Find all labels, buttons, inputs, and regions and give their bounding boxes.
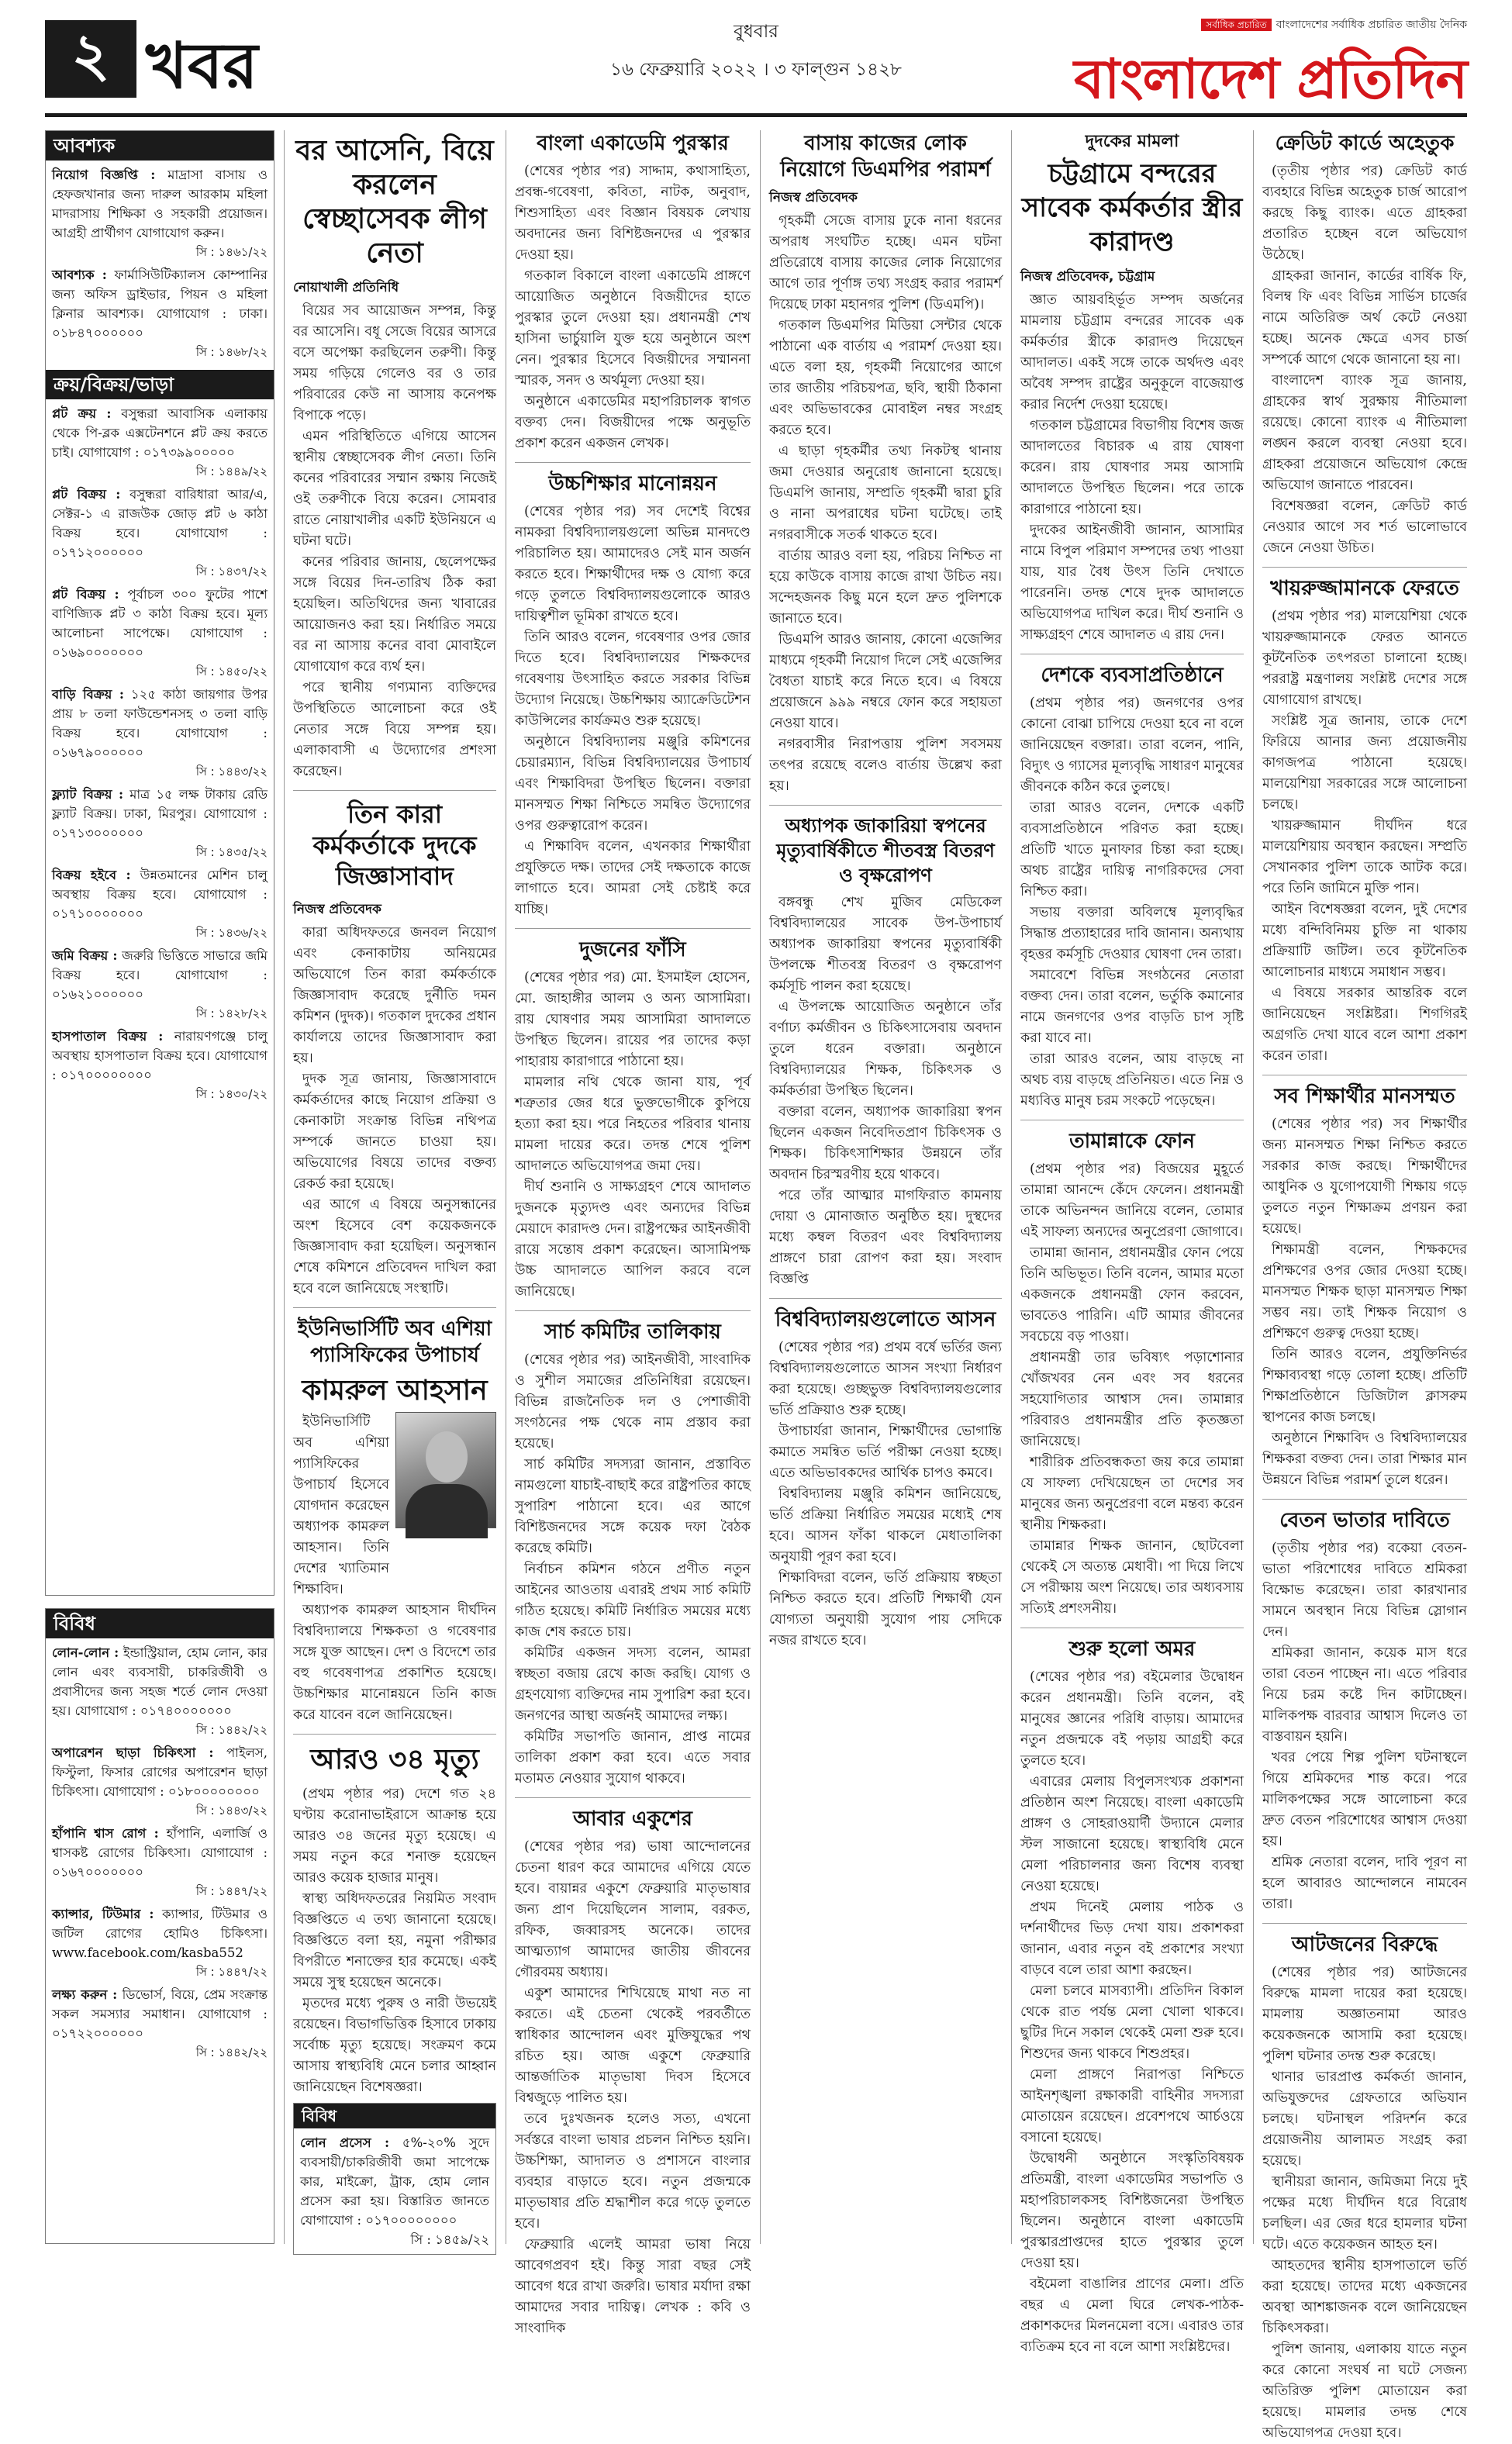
headline-death-anniversary: অধ্যাপক জাকারিয়া স্বপনের মৃত্যুবার্ষিকীতে শীতবস্ত্র বিতরণ ও বৃক্ষরোপণ: [776, 814, 995, 886]
paragraph: এ উপলক্ষে আয়োজিত অনুষ্ঠানে তাঁর বর্ণাঢ্য কর্মজীবন ও চিকিৎসাসেবায় অবদান তুলে ধরেন বক্তারা। অনুষ্ঠানে বিশ্ববিদ্যালয়ের শিক্ষক, চিকিৎসক ও কর্মকর্তারা উপস্থিত ছিলেন।: [769, 999, 1002, 1099]
byline: নিজস্ব প্রতিবেদক: [769, 190, 858, 205]
headline-bride-groom: বর আসেনি, বিয়ে করলেন স্বেচ্ছাসেবক লীগ নেতা: [295, 134, 494, 269]
classified-item: [52, 1824, 268, 1901]
paragraph: তারা আরও বলেন, দেশকে একটি ব্যবসাপ্রতিষ্ঠানে পরিণত করা হচ্ছে। প্রতিটি খাতে মুনাফার চিন্তা করা হচ্ছে। অথচ রাষ্ট্রের দায়িত্ব নাগরিকদের সেবা নিশ্চিত করা।: [1020, 800, 1244, 899]
paragraph: গতকাল ডিএমপির মিডিয়া সেন্টার থেকে পাঠানো এক বার্তায় এ পরামর্শ দেওয়া হয়। এতে বলা হয়, গৃহকর্মী নিয়োগের আগে তার জাতীয় পরিচয়পত্র, ছবি, স্থায়ী ঠিকানা এবং অভিভাবকের মোবাইল নম্বর সংগ্রহ করতে হবে।: [769, 318, 1002, 438]
classified-lead: বাড়ি বিক্রয় :: [52, 687, 124, 702]
paragraph: (শেষের পৃষ্ঠার পর) সব শিক্ষার্থীর জন্য মানসম্মত শিক্ষা নিশ্চিত করতে সরকার কাজ করছে। শিক্ষার্থীদের আধুনিক ও যুগোপযোগী শিক্ষায় গড়ে তুলতে নতুন শিক্ষাক্রম প্রণয়ন করা হয়েছে।: [1262, 1117, 1467, 1237]
classified-text: জরুরি ভিত্তিতে সাভারে জমি বিক্রয় হবে। যোগাযোগ : ০১৬২১০০০০০০: [52, 948, 268, 1002]
headline-credit-card: ক্রেডিট কার্ডে অহেতুক: [1275, 132, 1455, 155]
issue-date: ১৬ ফেব্রুয়ারি ২০২২ । ৩ ফাল্গুন ১৪২৮: [610, 60, 902, 80]
divider: [293, 1307, 496, 1308]
paragraph: গ্রাহকরা জানান, কার্ডের বার্ষিক ফি, বিলম্ব ফি এবং বিভিন্ন সার্ভিস চার্জের নামে অতিরিক্ত অর্থ কেটে নেওয়া হচ্ছে। অনেক ক্ষেত্রে এসব চার্জ সম্পর্কে আগে থেকে জানানো হয় না।: [1262, 268, 1467, 368]
paragraph: নগরবাসীর নিরাপত্তায় পুলিশ সবসময় তৎপর রয়েছে বলেও বার্তায় উল্লেখ করা হয়।: [769, 737, 1002, 794]
column-5: [1020, 130, 1244, 2355]
article-body: [293, 1600, 496, 1726]
headline-university-seats: বিশ্ববিদ্যালয়গুলোতে আসন: [775, 1308, 996, 1331]
logo-wordmark: বাংলাদেশ প্রতিদিন: [1074, 47, 1467, 111]
lead-headline: চট্টগ্রামে বন্দরের সাবেক কর্মকর্তার স্ত্রীর কারাদণ্ড: [1021, 158, 1243, 257]
classified-ref: সি : ১৪৫০/২২: [195, 665, 268, 678]
misc-ad-body: [294, 2128, 495, 2254]
paragraph: খবর পেয়ে শিল্প পুলিশ ঘটনাস্থলে গিয়ে শ্রমিকদের শান্ত করে। পরে মালিকপক্ষের সঙ্গে আলোচনা করে দ্রুত বেতন পরিশোধের আশ্বাস দেওয়া হয়।: [1262, 1750, 1467, 1849]
paragraph: বাংলাদেশ ব্যাংক সূত্র জানায়, গ্রাহকের স্বার্থ সুরক্ষায় নীতিমালা রয়েছে। কোনো ব্যাংক এ নীতিমালা লঙ্ঘন করলে ব্যবস্থা নেওয়া হবে। গ্রাহকরা প্রয়োজনে অভিযোগ কেন্দ্রে অভিযোগ জানাতে পারবেন।: [1262, 373, 1467, 493]
sale-heading: ক্রয়/বিক্রয়/ভাড়া: [46, 370, 274, 399]
paragraph: অনুষ্ঠানে বিশ্ববিদ্যালয় মঞ্জুরি কমিশনের চেয়ারম্যান, বিভিন্ন বিশ্ববিদ্যালয়ের উপাচার্য এবং শিক্ষাবিদরা উপস্থিত ছিলেন। বক্তারা মানসম্মত শিক্ষা নিশ্চিতে সমন্বিত উদ্যোগের ওপর গুরুত্বারোপ করেন।: [515, 734, 751, 834]
classifieds-box: [45, 130, 274, 1596]
column-3: [515, 130, 751, 2336]
headline-return: খায়রুজ্জামানকে ফেরতে: [1270, 577, 1459, 600]
paragraph: বিশেষজ্ঞরা বলেন, ক্রেডিট কার্ড নেওয়ার আগে সব শর্ত ভালোভাবে জেনে নেওয়া উচিত।: [1262, 499, 1467, 556]
classified-lead: প্লট বিক্রয় :: [52, 587, 119, 602]
classified-lead: প্লট ক্রয় :: [52, 406, 112, 421]
paragraph: অধ্যাপক কামরুল আহসান দীর্ঘদিন বিশ্ববিদ্যালয়ে শিক্ষকতা ও গবেষণার সঙ্গে যুক্ত আছেন। দেশ ও বিদেশে তার বহু গবেষণাপত্র প্রকাশিত হয়েছে। উচ্চশিক্ষার মানোন্নয়নে তিনি কাজ করে যাবেন বলে জানিয়েছেন।: [293, 1603, 496, 1723]
classified-text: পাইলস, ফিস্টুলা, ফিসার রোগের অপারেশন ছাড়া চিকিৎসা। যোগাযোগ : ০১৮০০০০০০০০: [52, 1745, 268, 1799]
classified-item: [52, 946, 268, 1024]
classified-ref: সি : ১৪৪৩/২২: [195, 765, 268, 778]
paragraph: এ ছাড়া গৃহকর্মীর তথ্য নিকটস্থ থানায় জমা দেওয়ার অনুরোধ জানানো হয়েছে। ডিএমপি জানায়, সম্প্রতি গৃহকর্মী দ্বারা চুরি ও নানা অপরাধের ঘটনা ঘটেছে। তাই নগরবাসীকে সতর্ক থাকতে হবে।: [769, 444, 1002, 543]
misc-ad-heading: বিবিধ: [294, 2104, 495, 2128]
classified-ref: সি : ১৪৩০/২২: [195, 1087, 268, 1101]
classified-lead: প্লট বিক্রয় :: [52, 487, 121, 502]
article-body: [1020, 1667, 1244, 2358]
paragraph: দীর্ঘ শুনানি ও সাক্ষ্যগ্রহণ শেষে আদালত দুজনকে মৃত্যুদণ্ড এবং অন্যদের বিভিন্ন মেয়াদে কারাদণ্ড দেন। রাষ্ট্রপক্ষের আইনজীবী রায়ে সন্তোষ প্রকাশ করেছেন। আসামিপক্ষ উচ্চ আদালতে আপিল করবে বলে জানিয়েছে।: [515, 1179, 751, 1300]
paragraph: স্বাস্থ্য অধিদফতরের নিয়মিত সংবাদ বিজ্ঞপ্তিতে এ তথ্য জানানো হয়েছে। বিজ্ঞপ্তিতে বলা হয়, নমুনা পরীক্ষার বিপরীতে শনাক্তের হার কমেছে। একই সময়ে সুস্থ হয়েছেন অনেকে।: [293, 1891, 496, 1990]
article-body: [515, 502, 751, 920]
classified-text: মাদ্রাসা বাসায় ও হেফজখানার জন্য দারুল আরকাম মহিলা মাদরাসায় শিক্ষিকা ও সহকারী প্রয়োজন। আগ্রহী প্রার্থীগণ যোগাযোগ করুন।: [52, 167, 268, 240]
paragraph: গতকাল চট্টগ্রামের বিভাগীয় বিশেষ জজ আদালতের বিচারক এ রায় ঘোষণা করেন। রায় ঘোষণার সময় আসামি আদালতে উপস্থিত ছিলেন। পরে তাকে কারাগারে পাঠানো হয়।: [1020, 418, 1244, 517]
divider: [515, 1310, 751, 1311]
paragraph: বইমেলা বাঙালির প্রাণের মেলা। প্রতি বছর এ মেলা ঘিরে লেখক-পাঠক-প্রকাশকদের মিলনমেলা বসে। এবারও তার ব্যতিক্রম হবে না বলে আশা সংশ্লিষ্টদের।: [1020, 2277, 1244, 2355]
divider: [769, 805, 1002, 806]
paragraph: তামান্না জানান, প্রধানমন্ত্রীর ফোন পেয়ে তিনি অভিভূত। তিনি বলেন, আমার মতো একজনকে প্রধানমন্ত্রী ফোন করবেন, ভাবতেও পারিনি। এটি আমার জীবনের সবচেয়ে বড় পাওয়া।: [1020, 1245, 1244, 1345]
article-body: [515, 1837, 751, 2339]
paragraph: ডিএমপি আরও জানায়, কোনো এজেন্সির মাধ্যমে গৃহকর্মী নিয়োগ দিলে সেই এজেন্সির বৈধতা যাচাই করে নিতে হবে। এ বিষয়ে প্রয়োজনে ৯৯৯ নম্বরে ফোন করে সহায়তা নেওয়া যাবে।: [769, 632, 1002, 731]
divider: [1262, 1499, 1467, 1500]
issue-day: বুধবার: [734, 22, 778, 42]
classified-ref: সি : ১৪৪৭/২২: [195, 1965, 268, 1979]
classified-lead: হাসপাতাল বিক্রয় :: [52, 1029, 164, 1044]
classified-ref: সি : ১৪৪৩/২২: [195, 1804, 268, 1817]
divider: [1262, 567, 1467, 568]
sale-body: [46, 399, 274, 1112]
misc-ad-text: ৫%-২০% সুদে ব্যবসায়ী/চাকরিজীবী জমা সাপেক্ষে কার, মাইক্রো, ট্রাক, হোম লোন প্রসেস করা হয়। বিস্তারিত জানতে যোগাযোগ : ০১৭০০০০০০০০: [300, 2135, 489, 2228]
paragraph: বিয়ের সব আয়োজন সম্পন্ন, কিন্তু বর আসেনি। বধূ সেজে বিয়ের আসরে বসে অপেক্ষা করছিলেন তরুণী। কিন্তু সময় গড়িয়ে গেলেও বর ও তার পরিবারের কেউ না আসায় কনেপক্ষ বিপাকে পড়ে।: [293, 303, 496, 423]
paragraph: (শেষের পৃষ্ঠার পর) প্রথম বর্ষে ভর্তির জন্য বিশ্ববিদ্যালয়গুলোতে আসন সংখ্যা নির্ধারণ করা হয়েছে। গুচ্ছভুক্ত বিশ্ববিদ্যালয়গুলোর ভর্তি প্রক্রিয়াও শুরু হচ্ছে।: [769, 1340, 1002, 1418]
paragraph: প্রধানমন্ত্রী তার ভবিষ্যৎ পড়াশোনার খোঁজখবর নেন এবং সব ধরনের সহযোগিতার আশ্বাস দেন। তামান্নার পরিবারও প্রধানমন্ত্রীর প্রতি কৃতজ্ঞতা জানিয়েছে।: [1020, 1350, 1244, 1449]
paragraph: অনুষ্ঠানে একাডেমির মহাপরিচালক স্বাগত বক্তব্য দেন। বিজয়ীদের পক্ষে অনুভূতি প্রকাশ করেন একজন লেখক।: [515, 394, 751, 451]
logo-tag-box: সর্বাধিক প্রচারিত: [1201, 19, 1271, 31]
classified-lead: হাঁপানি শ্বাস রোগ :: [52, 1826, 159, 1841]
misc-box: [45, 1608, 274, 2244]
paragraph: তবে দুঃখজনক হলেও সত্য, এখনো সর্বস্তরে বাংলা ভাষার প্রচলন নিশ্চিত হয়নি। উচ্চশিক্ষা, আদালত ও প্রশাসনে বাংলার ব্যবহার বাড়াতে হবে। নতুন প্রজন্মকে মাতৃভাষার প্রতি শ্রদ্ধাশীল করে গড়ে তুলতে হবে।: [515, 2111, 751, 2232]
paragraph: এমন পরিস্থিতিতে এগিয়ে আসেন স্থানীয় স্বেচ্ছাসেবক লীগ নেতা। তিনি কনের পরিবারের সম্মান রক্ষায় নিজেই ওই তরুণীকে বিয়ে করেন। সোমবার রাতে নোয়াখালীর একটি ইউনিয়নে এ ঘটনা ঘটে।: [293, 429, 496, 549]
paragraph: (প্রথম পৃষ্ঠার পর) মালয়েশিয়া থেকে খায়রুজ্জামানকে ফেরত আনতে কূটনৈতিক তৎপরতা চালানো হচ্ছে। পররাষ্ট্র মন্ত্রণালয় সংশ্লিষ্ট দেশের সঙ্গে যোগাযোগ রাখছে।: [1262, 609, 1467, 708]
article-body: [515, 161, 751, 454]
classified-lead: লোন-লোন :: [52, 1645, 119, 1660]
divider: [515, 928, 751, 929]
paragraph: এর আগে এ বিষয়ে অনুসন্ধানের অংশ হিসেবে বেশ কয়েকজনকে জিজ্ঞাসাবাদ করা হয়েছিল। অনুসন্ধান শেষে কমিশনে প্রতিবেদন দাখিল করা হবে বলে জানিয়েছে সংস্থাটি।: [293, 1197, 496, 1296]
logo-tag-text: বাংলাদেশের সর্বাধিক প্রচারিত জাতীয় দৈনিক: [1276, 19, 1467, 31]
paragraph: তামান্নার শিক্ষক জানান, ছোটবেলা থেকেই সে অত্যন্ত মেধাবী। পা দিয়ে লিখে সে পরীক্ষায় অংশ নিয়েছে। তার অধ্যবসায় সত্যিই প্রশংসনীয়।: [1020, 1538, 1244, 1617]
classified-ref: সি : ১৪৩৫/২২: [195, 845, 268, 859]
classified-item: [52, 485, 268, 582]
classified-text: উন্নতমানের মেশিন চালু অবস্থায় বিক্রয় হবে। যোগাযোগ : ০১৭১০০০০০০০: [52, 868, 268, 921]
paragraph: ফেব্রুয়ারি এলেই আমরা ভাষা নিয়ে আবেগপ্রবণ হই। কিন্তু সারা বছর সেই আবেগ ধরে রাখা জরুরি। ভাষার মর্যাদা রক্ষা আমাদের সবার দায়িত্ব। লেখক : কবি ও সাংবাদিক: [515, 2237, 751, 2336]
article-body: [293, 1412, 389, 1600]
paragraph: বক্তারা বলেন, অধ্যাপক জাকারিয়া স্বপন ছিলেন একজন নিবেদিতপ্রাণ চিকিৎসক ও শিক্ষক। চিকিৎসাশিক্ষার উন্নয়নে তাঁর অবদান চিরস্মরণীয় হয়ে থাকবে।: [769, 1104, 1002, 1182]
classified-item: [52, 1027, 268, 1104]
paragraph: মেলা প্রাঙ্গণে নিরাপত্তা নিশ্চিতে আইনশৃঙ্খলা রক্ষাকারী বাহিনীর সদস্যরা মোতায়েন রয়েছেন। প্রবেশপথে আর্চওয়ে বসানো হয়েছে।: [1020, 2067, 1244, 2145]
headline-prison-officials: তিন কারা কর্মকর্তাকে দুদকে জিজ্ঞাসাবাদ: [312, 799, 477, 891]
paragraph: কারা অধিদফতরে জনবল নিয়োগ এবং কেনাকাটায় অনিয়মের অভিযোগে তিন কারা কর্মকর্তাকে জিজ্ঞাসাবাদ করেছে দুর্নীতি দমন কমিশন (দুদক)। গতকাল দুদকের প্রধান কার্যালয়ে তাদের জিজ্ঞাসাবাদ করা হয়।: [293, 925, 496, 1066]
article-body: [1020, 693, 1244, 1112]
paragraph: (শেষের পৃষ্ঠার পর) মো. ইসমাইল হোসেন, মো. জাহাঙ্গীর আলম ও অন্য আসামিরা। রায় ঘোষণার সময় আসামিরা আদালতে উপস্থিত ছিলেন। রায়ের পর তাদের কড়া পাহারায় কারাগারে পাঠানো হয়।: [515, 970, 751, 1069]
paragraph: খায়রুজ্জামান দীর্ঘদিন ধরে মালয়েশিয়ায় অবস্থান করছেন। সম্প্রতি সেখানকার পুলিশ তাকে আটক করে। পরে তিনি জামিনে মুক্তি পান।: [1262, 818, 1467, 896]
paragraph: পরে স্থানীয় গণ্যমান্য ব্যক্তিদের উপস্থিতিতে আলোচনা করে ওই নেতার সঙ্গে বিয়ে সম্পন্ন হয়। এলাকাবাসী এ উদ্যোগের প্রশংসা করেছেন।: [293, 680, 496, 779]
paragraph: পরে তাঁর আত্মার মাগফিরাত কামনায় দোয়া ও মোনাজাত অনুষ্ঠিত হয়। দুস্থদের মধ্যে কম্বল বিতরণ এবং বিশ্ববিদ্যালয় প্রাঙ্গণে চারা রোপণ করা হয়। সংবাদ বিজ্ঞপ্তি: [769, 1188, 1002, 1287]
headline-search-committee: সার্চ কমিটির তালিকায়: [544, 1320, 721, 1344]
headline-vc-appointment: ইউনিভার্সিটি অব এশিয়া প্যাসিফিকের উপাচার্য: [297, 1317, 492, 1367]
paragraph: কমিটির একজন সদস্য বলেন, আমরা স্বচ্ছতা বজায় রেখে কাজ করছি। যোগ্য ও গ্রহণযোগ্য ব্যক্তিদের নাম সুপারিশ করা হবে। জনগণের আস্থা অর্জনই আমাদের লক্ষ্য।: [515, 1645, 751, 1724]
classified-item: [52, 785, 268, 862]
classified-item: [52, 1643, 268, 1740]
headline-death-sentence: দুজনের ফাঁসি: [579, 938, 686, 961]
classified-item: [52, 165, 268, 262]
paragraph: গৃহকর্মী সেজে বাসায় ঢুকে নানা ধরনের অপরাধ সংঘটিত হচ্ছে। এমন ঘটনা প্রতিরোধে বাসায় কাজের লোক নিয়োগের আগে তার পূর্ণাঙ্গ তথ্য সংগ্রহ করার পরামর্শ দিয়েছে ঢাকা মহানগর পুলিশ (ডিএমপি)।: [769, 213, 1002, 312]
column-divider: [760, 130, 761, 2244]
classified-item: [52, 865, 268, 943]
classified-ref: সি : ১৪৪৭/২২: [195, 1884, 268, 1898]
classified-lead: জমি বিক্রয় :: [52, 948, 118, 963]
byline: নোয়াখালী প্রতিনিধি: [293, 280, 399, 295]
headline-dmp-advice: বাসায় কাজের লোক নিয়োগে ডিএমপির পরামর্শ: [780, 132, 991, 181]
paragraph: (প্রথম পৃষ্ঠার পর) বিজয়ের মুহূর্তে তামান্না আনন্দে কেঁদে ফেলেন। প্রধানমন্ত্রী তাকে অভিনন্দন জানিয়ে বলেন, তোমার এই সাফল্য অন্যদের অনুপ্রেরণা জোগাবে।: [1020, 1162, 1244, 1240]
vc-block: [293, 1412, 496, 1600]
paragraph: সভায় বক্তারা অবিলম্বে মূল্যবৃদ্ধির সিদ্ধান্ত প্রত্যাহারের দাবি জানান। অন্যথায় বৃহত্তর কর্মসূচি দেওয়ার ঘোষণা দেন তারা।: [1020, 905, 1244, 962]
misc-ad-ref: সি : ১৪৫৯/২২: [410, 2232, 489, 2247]
paragraph: জ্ঞাত আয়বহির্ভূত সম্পদ অর্জনের মামলায় চট্টগ্রাম বন্দরের সাবেক এক কর্মকর্তার স্ত্রীকে কারাদণ্ড দিয়েছেন আদালত। একই সঙ্গে তাকে অর্থদণ্ড এবং অবৈধ সম্পদ রাষ্ট্রের অনুকূলে বাজেয়াপ্ত করার নির্দেশ দেওয়া হয়েছে।: [1020, 292, 1244, 413]
divider: [293, 1734, 496, 1735]
article-body: [293, 301, 496, 782]
classified-text: ইন্ডাস্ট্রিয়াল, হোম লোন, কার লোন এবং ব্যবসায়ী, চাকরিজীবী ও প্রবাসীদের জন্য সহজ শর্তে লোন দেওয়া হয়। যোগাযোগ : ০১৭৪০০০০০০০: [52, 1645, 268, 1718]
headline-quality-education: সব শিক্ষার্থীর মানসম্মত: [1274, 1085, 1455, 1108]
portrait-suit: [406, 1484, 488, 1538]
headline-business-country: দেশকে ব্যবসাপ্রতিষ্ঠানে: [1041, 664, 1224, 687]
paragraph: সংশ্লিষ্ট সূত্র জানায়, তাকে দেশে ফিরিয়ে আনার জন্য প্রয়োজনীয় কাগজপত্র পাঠানো হয়েছে। মালয়েশিয়া সরকারের সঙ্গে আলোচনা চলছে।: [1262, 713, 1467, 813]
article-body: [769, 892, 1002, 1290]
classified-text: ফার্মাসিউটিক্যালস কোম্পানির জন্য অফিস ড্রাইভার, পিয়ন ও মহিলা ক্লিনার আবশ্যক। যোগাযোগ : ঢাকা। ০১৮৪৭০০০০০০: [52, 268, 268, 340]
classified-body: [46, 161, 274, 370]
headline-ekushey: আবার একুশের: [573, 1807, 692, 1831]
paragraph: (শেষের পৃষ্ঠার পর) সব দেশেই বিশ্বের নামকরা বিশ্ববিদ্যালয়গুলো অভিন্ন মানদণ্ডে পরিচালিত হয়। আমাদেরও সেই মান অর্জন করতে হবে। শিক্ষার্থীদের দক্ষ ও যোগ্য করে গড়ে তুলতে বিশ্ববিদ্যালয়গুলোকে আরও দায়িত্বশীল ভূমিকা রাখতে হবে।: [515, 504, 751, 624]
classified-text: বসুন্ধরা বারিধারা আর/এ, সেক্টর-১ এ রাজউক জোড় প্লট ৬ কাঠা বিক্রয় হবে। যোগাযোগ : ০১৭১২০০০০০০: [52, 487, 268, 560]
paragraph: কমিটির সভাপতি জানান, প্রাপ্ত নামের তালিকা প্রকাশ করা হবে। এতে সবার মতামত নেওয়ার সুযোগ থাকবে।: [515, 1729, 751, 1786]
headline-covid-deaths: আরও ৩৪ মৃত্যু: [310, 1743, 479, 1776]
headline-tamanna-call: তামান্নাকে ফোন: [1069, 1130, 1195, 1153]
paragraph: বিশ্ববিদ্যালয় মঞ্জুরি কমিশন জানিয়েছে, ভর্তি প্রক্রিয়া নির্ধারিত সময়ের মধ্যেই শেষ হবে। আসন ফাঁকা থাকলে মেধাতালিকা অনুযায়ী পূরণ করা হবে।: [769, 1486, 1002, 1565]
classified-ref: সি : ১৪২৮/২২: [195, 1006, 268, 1020]
paragraph: এ বিষয়ে সরকার আন্তরিক বলে জানিয়েছেন সংশ্লিষ্টরা। শিগগিরই অগ্রগতি দেখা যাবে বলে আশা প্রকাশ করেন তারা।: [1262, 986, 1467, 1064]
paragraph: অনুষ্ঠানে শিক্ষাবিদ ও বিশ্ববিদ্যালয়ের শিক্ষকরা বক্তব্য দেন। তারা শিক্ষার মান উন্নয়নে বিভিন্ন পরামর্শ তুলে ধরেন।: [1262, 1431, 1467, 1488]
classified-text: বসুন্ধরা আবাসিক এলাকায় থেকে পি-ব্লক এক্সটেনশনে প্লট ক্রয় করতে চাই। যোগাযোগ : ০১৭৩৯৯০০০০০: [52, 406, 268, 460]
column-divider: [1011, 130, 1012, 2244]
paragraph: প্রথম দিনেই মেলায় পাঠক ও দর্শনার্থীদের ভিড় দেখা যায়। প্রকাশকরা জানান, এবার নতুন বই প্রকাশের সংখ্যা বাড়বে বলে তারা আশা করছেন।: [1020, 1900, 1244, 1978]
paragraph: শ্রমিকরা জানান, কয়েক মাস ধরে তারা বেতন পাচ্ছেন না। এতে পরিবার নিয়ে চরম কষ্টে দিন কাটাচ্ছেন। মালিকপক্ষ বারবার আশ্বাস দিলেও তা বাস্তবায়ন হয়নি।: [1262, 1645, 1467, 1745]
misc-heading: বিবিধ: [46, 1609, 274, 1638]
article-body: [293, 1784, 496, 2098]
classified-lead: অপারেশন ছাড়া চিকিৎসা :: [52, 1745, 214, 1760]
paragraph: থানার ভারপ্রাপ্ত কর্মকর্তা জানান, অভিযুক্তদের গ্রেফতারে অভিযান চলছে। ঘটনাস্থল পরিদর্শন করে প্রয়োজনীয় আলামত সংগ্রহ করা হয়েছে।: [1262, 2069, 1467, 2169]
column-divider: [284, 130, 285, 2244]
classified-ref: সি : ১৪৩৬/২২: [195, 926, 268, 940]
paragraph: মৃতদের মধ্যে পুরুষ ও নারী উভয়েই রয়েছেন। বিভাগভিত্তিক হিসাবে ঢাকায় সর্বোচ্চ মৃত্যু হয়েছে। সংক্রমণ কমে আসায় স্বাস্থ্যবিধি মেনে চলার আহ্বান জানিয়েছেন বিশেষজ্ঞরা।: [293, 1996, 496, 2095]
paragraph: (প্রথম পৃষ্ঠার পর) দেশে গত ২৪ ঘণ্টায় করোনাভাইরাসে আক্রান্ত হয়ে আরও ৩৪ জনের মৃত্যু হয়েছে। এ সময় নতুন করে শনাক্ত হয়েছেন আরও কয়েক হাজার মানুষ।: [293, 1786, 496, 1886]
classified-text: ডিভোর্স, বিয়ে, প্রেম সংক্রান্ত সকল সমস্যার সমাধান। যোগাযোগ : ০১৭২২০০০০০০: [52, 1987, 268, 2041]
classified-lead: আবশ্যক :: [52, 268, 107, 282]
article-body: [1262, 1962, 1467, 2444]
paragraph: (তৃতীয় পৃষ্ঠার পর) বকেয়া বেতন-ভাতা পরিশোধের দাবিতে শ্রমিকরা বিক্ষোভ করেছেন। তারা কারখানার সামনে অবস্থান নিয়ে বিভিন্ন স্লোগান দেন।: [1262, 1541, 1467, 1640]
paragraph: এবারের মেলায় বিপুলসংখ্যক প্রকাশনা প্রতিষ্ঠান অংশ নিয়েছে। বাংলা একাডেমি প্রাঙ্গণ ও সোহরাওয়ার্দী উদ্যানে মেলার স্টল সাজানো হয়েছে। স্বাস্থ্যবিধি মেনে মেলা পরিচালনার জন্য বিশেষ ব্যবস্থা নেওয়া হয়েছে।: [1020, 1774, 1244, 1894]
classified-item: [52, 585, 268, 682]
paragraph: সমাবেশে বিভিন্ন সংগঠনের নেতারা বক্তব্য দেন। তারা বলেন, ভর্তুকি কমানোর নামে জনগণের ওপর বাড়তি চাপ সৃষ্টি করা যাবে না।: [1020, 968, 1244, 1046]
paragraph: (প্রথম পৃষ্ঠার পর) জনগণের ওপর কোনো বোঝা চাপিয়ে দেওয়া হবে না বলে জানিয়েছেন বক্তারা। তারা বলেন, পানি, বিদ্যুৎ ও গ্যাসের মূল্যবৃদ্ধি সাধারণ মানুষের জীবনকে কঠিন করে তুলছে।: [1020, 696, 1244, 795]
paragraph: এ শিক্ষাবিদ বলেন, এখনকার শিক্ষার্থীরা প্রযুক্তিতে দক্ষ। তাদের সেই দক্ষতাকে কাজে লাগাতে হবে। আমরা সেই চেষ্টাই করে যাচ্ছি।: [515, 839, 751, 917]
paragraph: (তৃতীয় পৃষ্ঠার পর) ক্রেডিট কার্ড ব্যবহারে বিভিন্ন অহেতুক চার্জ আরোপ করছে কিছু ব্যাংক। এতে গ্রাহকরা প্রতারিত হচ্ছেন বলে অভিযোগ উঠেছে।: [1262, 164, 1467, 263]
classified-lead: ফ্ল্যাট বিক্রয় :: [52, 787, 124, 802]
column-4: [769, 130, 1002, 2244]
paragraph: গতকাল বিকালে বাংলা একাডেমি প্রাঙ্গণে আয়োজিত অনুষ্ঠানে বিজয়ীদের হাতে পুরস্কার তুলে দেওয়া হয়। প্রধানমন্ত্রী শেখ হাসিনা ভার্চুয়ালি যুক্ত হয়ে অনুষ্ঠানে অংশ নেন। পুরস্কার হিসেবে বিজয়ীদের সম্মাননা স্মারক, সনদ ও অর্থমূল্য দেওয়া হয়।: [515, 268, 751, 388]
paragraph: পুলিশ জানায়, এলাকায় যাতে নতুন করে কোনো সংঘর্ষ না ঘটে সেজন্য অতিরিক্ত পুলিশ মোতায়েন করা হয়েছে। মামলার তদন্ত শেষে অভিযোগপত্র দেওয়া হবে।: [1262, 2342, 1467, 2441]
byline: নিজস্ব প্রতিবেদক, চট্টগ্রাম: [1020, 269, 1155, 285]
paragraph: মামলার নথি থেকে জানা যায়, পূর্ব শত্রুতার জের ধরে ভুক্তভোগীকে কুপিয়ে হত্যা করা হয়। পরে নিহতের পরিবার থানায় মামলা দায়ের করে। তদন্ত শেষে পুলিশ আদালতে অভিযোগপত্র জমা দেয়।: [515, 1075, 751, 1174]
kicker: দুদকের মামলা: [1085, 132, 1179, 151]
misc-ad-lead: লোন প্রসেস :: [300, 2135, 390, 2150]
paragraph: বার্তায় আরও বলা হয়, পরিচয় নিশ্চিত না হয়ে কাউকে বাসায় কাজে রাখা উচিত নয়। সন্দেহজনক কিছু মনে হলে দ্রুত পুলিশকে জানাতে হবে।: [769, 548, 1002, 627]
paragraph: কনের পরিবার জানায়, ছেলেপক্ষের সঙ্গে বিয়ের দিন-তারিখ ঠিক করা হয়েছিল। অতিথিদের জন্য খাবারের আয়োজনও করা হয়। নির্ধারিত সময়ে বর না আসায় কনের বাবা মোবাইলে যোগাযোগ করে ব্যর্থ হন।: [293, 554, 496, 675]
paragraph: বঙ্গবন্ধু শেখ মুজিব মেডিকেল বিশ্ববিদ্যালয়ের সাবেক উপ-উপাচার্য অধ্যাপক জাকারিয়া স্বপনের মৃত্যুবার্ষিকী উপলক্ষে শীতবস্ত্র বিতরণ ও বৃক্ষরোপণ কর্মসূচি পালন করা হয়েছে।: [769, 895, 1002, 994]
classified-lead: নিয়োগ বিজ্ঞপ্তি :: [52, 167, 156, 182]
divider: [515, 1797, 751, 1798]
classified-ref: সি : ১৪৪২/২২: [195, 2045, 268, 2059]
classified-text: নারায়ণগঞ্জে চালু অবস্থায় হাসপাতাল বিক্রয় হবে। যোগাযোগ : ০১৭০০০০০০০০: [52, 1029, 268, 1082]
headline-eight-accused: আটজনের বিরুদ্ধে: [1291, 1933, 1438, 1956]
divider: [1262, 1923, 1467, 1924]
portrait-photo: [395, 1412, 496, 1528]
classified-heading: আবশ্যক: [46, 131, 274, 161]
article-body: [1020, 1159, 1244, 1620]
article-body: [769, 1338, 1002, 1652]
classified-item: [52, 404, 268, 482]
classified-lead: ক্যান্সার, টিউমার :: [52, 1907, 154, 1921]
classified-item: [52, 265, 268, 362]
classified-ref: সি : ১৪৬৮/২২: [195, 345, 268, 359]
page-number: ২: [45, 20, 136, 98]
person-name: কামরুল আহসান: [302, 1374, 488, 1407]
article-body: [769, 211, 1002, 797]
classified-text: ১২৫ কাঠা জায়গার উপর প্রায় ৮ তলা ফাউন্ডেশনসহ ৩ তলা বাড়ি বিক্রয় হবে। যোগাযোগ : ০১৬৭৯০০০০০০: [52, 687, 268, 760]
section-title: খবর: [146, 29, 258, 103]
divider: [293, 790, 496, 791]
classified-lead: বিক্রয় হইবে :: [52, 868, 131, 882]
paragraph: স্থানীয়রা জানান, জমিজমা নিয়ে দুই পক্ষের মধ্যে দীর্ঘদিন ধরে বিরোধ চলছিল। এর জের ধরে হামলার ঘটনা ঘটে। এতে কয়েকজন আহত হন।: [1262, 2174, 1467, 2252]
divider: [769, 1298, 1002, 1299]
article-body: [1262, 606, 1467, 1067]
classified-item: [52, 1985, 268, 2063]
paragraph: শিক্ষামন্ত্রী বলেন, শিক্ষকদের প্রশিক্ষণের ওপর জোর দেওয়া হচ্ছে। মানসম্মত শিক্ষক ছাড়া মানসম্মত শিক্ষা সম্ভব নয়। তাই শিক্ষক নিয়োগ ও প্রশিক্ষণে গুরুত্ব দেওয়া হচ্ছে।: [1262, 1242, 1467, 1341]
paragraph: ইউনিভার্সিটি অব এশিয়া প্যাসিফিকের উপাচার্য হিসেবে যোগদান করেছেন অধ্যাপক কামরুল আহসান। তিনি দেশের খ্যাতিমান শিক্ষাবিদ।: [293, 1414, 389, 1597]
paragraph: তারা আরও বলেন, আয় বাড়ছে না অথচ ব্যয় বাড়ছে প্রতিনিয়ত। এতে নিম্ন ও মধ্যবিত্ত মানুষ চরম সংকটে পড়েছেন।: [1020, 1051, 1244, 1109]
paragraph: মেলা চলবে মাসব্যাপী। প্রতিদিন বিকাল থেকে রাত পর্যন্ত মেলা খোলা থাকবে। ছুটির দিনে সকাল থেকেই মেলা শুরু হবে। শিশুদের জন্য থাকবে শিশুপ্রহর।: [1020, 1983, 1244, 2062]
misc-body: [46, 1638, 274, 2070]
classified-item: [52, 1904, 268, 1982]
article-body: [1262, 161, 1467, 559]
article-body: [1262, 1114, 1467, 1491]
classified-ref: সি : ১৪৪২/২২: [195, 1723, 268, 1737]
paragraph: (শেষের পৃষ্ঠার পর) আটজনের বিরুদ্ধে মামলা দায়ের করা হয়েছে। মামলায় অজ্ঞাতনামা আরও কয়েকজনকে আসামি করা হয়েছে। পুলিশ ঘটনার তদন্ত শুরু করেছে।: [1262, 1965, 1467, 2064]
paragraph: তিনি আরও বলেন, গবেষণার ওপর জোর দিতে হবে। বিশ্ববিদ্যালয়ের শিক্ষকদের গবেষণায় উৎসাহিত করতে সরকার বিভিন্ন উদ্যোগ নিয়েছে। উচ্চশিক্ষায় অ্যাক্রেডিটেশন কাউন্সিলের কার্যক্রমও শুরু হয়েছে।: [515, 630, 751, 729]
paragraph: উদ্বোধনী অনুষ্ঠানে সংস্কৃতিবিষয়ক প্রতিমন্ত্রী, বাংলা একাডেমির সভাপতি ও মহাপরিচালকসহ বিশিষ্টজনেরা উপস্থিত ছিলেন। অনুষ্ঠানে বাংলা একাডেমি পুরস্কারপ্রাপ্তদের হাতে পুরস্কার তুলে দেওয়া হয়।: [1020, 2151, 1244, 2271]
classified-text: ক্যান্সার, টিউমার ও জটিল রোগের হোমিও চিকিৎসা। www.facebook.com/kasba552: [52, 1907, 268, 1960]
paragraph: নির্বাচন কমিশন গঠনে প্রণীত নতুন আইনের আওতায় এবারই প্রথম সার্চ কমিটি গঠিত হয়েছে। কমিটি নির্ধারিত সময়ের মধ্যে কাজ শেষ করতে চায়।: [515, 1562, 751, 1640]
classified-ref: সি : ১৪৩৭/২২: [195, 564, 268, 578]
paragraph: (শেষের পৃষ্ঠার পর) ভাষা আন্দোলনের চেতনা ধারণ করে আমাদের এগিয়ে যেতে হবে। বায়ান্নর একুশে ফেব্রুয়ারি মাতৃভাষার জন্য প্রাণ দিয়েছিলেন সালাম, বরকত, রফিক, জব্বারসহ অনেকে। তাদের আত্মত্যাগ আমাদের জাতীয় জীবনের গৌরবময় অধ্যায়।: [515, 1839, 751, 1980]
paragraph: (শেষের পৃষ্ঠার পর) সাদ্দাম, কথাসাহিত্য, প্রবন্ধ-গবেষণা, কবিতা, নাটক, অনুবাদ, শিশুসাহিত্য এবং বিজ্ঞান বিষয়ক লেখায় অবদানের জন্য বিশিষ্টজনদের এ পুরস্কার দেওয়া হয়।: [515, 164, 751, 263]
classified-lead: লক্ষ্য করুন :: [52, 1987, 118, 2002]
classified-text: হাঁপানি, এলার্জি ও শ্বাসকষ্ট রোগের চিকিৎসা। যোগাযোগ : ০১৬৭০০০০০০০: [52, 1826, 268, 1880]
paragraph: শারীরিক প্রতিবন্ধকতা জয় করে তামান্না যে সাফল্য দেখিয়েছেন তা দেশের সব মানুষের জন্য অনুপ্রেরণা বলে মন্তব্য করেন স্থানীয় শিক্ষকরা।: [1020, 1455, 1244, 1533]
paragraph: দুদক সূত্র জানায়, জিজ্ঞাসাবাদে কর্মকর্তাদের কাছে নিয়োগ প্রক্রিয়া ও কেনাকাটা সংক্রান্ত বিভিন্ন নথিপত্র সম্পর্কে জানতে চাওয়া হয়। অভিযোগের বিষয়ে তাদের বক্তব্য রেকর্ড করা হয়েছে।: [293, 1072, 496, 1192]
headline-salary-demand: বেতন ভাতার দাবিতে: [1279, 1509, 1450, 1532]
paragraph: উপাচার্যরা জানান, শিক্ষার্থীদের ভোগান্তি কমাতে সমন্বিত ভর্তি পরীক্ষা নেওয়া হচ্ছে। এতে অভিভাবকদের আর্থিক চাপও কমবে।: [769, 1424, 1002, 1481]
paragraph: সার্চ কমিটির সদস্যরা জানান, প্রস্তাবিত নামগুলো যাচাই-বাছাই করে রাষ্ট্রপতির কাছে সুপারিশ পাঠানো হবে। এর আগে বিশিষ্টজনদের সঙ্গে কয়েক দফা বৈঠক করেছে কমিটি।: [515, 1457, 751, 1556]
headline-book-fair: শুরু হলো অমর: [1068, 1638, 1196, 1661]
portrait-face: [426, 1431, 468, 1483]
article-body: [515, 1350, 751, 1790]
article-body: [1020, 290, 1244, 646]
newspaper-logo: [1074, 16, 1467, 128]
classified-item: [52, 685, 268, 782]
byline: নিজস্ব প্রতিবেদক: [293, 902, 381, 917]
classified-ref: সি : ১৪৬১/২২: [195, 245, 268, 259]
column-2: [293, 130, 496, 2247]
headline-bangla-academy: বাংলা একাডেমি পুরস্কার: [537, 132, 729, 155]
paragraph: তিনি আরও বলেন, প্রযুক্তিনির্ভর শিক্ষাব্যবস্থা গড়ে তোলা হচ্ছে। প্রতিটি শিক্ষাপ্রতিষ্ঠানে ডিজিটাল ক্লাসরুম স্থাপনের কাজ চলছে।: [1262, 1347, 1467, 1425]
paragraph: শ্রমিক নেতারা বলেন, দাবি পূরণ না হলে আবারও আন্দোলনে নামবেন তারা।: [1262, 1855, 1467, 1912]
masthead: [0, 0, 1512, 118]
column-divider: [1253, 130, 1254, 2244]
paragraph: দুদকের আইনজীবী জানান, আসামির নামে বিপুল পরিমাণ সম্পদের তথ্য পাওয়া যায়, যার বৈধ উৎস তিনি দেখাতে পারেননি। তদন্ত শেষে দুদক আদালতে অভিযোগপত্র দাখিল করে। দীর্ঘ শুনানি ও সাক্ষ্যগ্রহণ শেষে আদালত এ রায় দেন।: [1020, 523, 1244, 643]
classified-text: পূর্বাচল ৩০০ ফুটের পাশে বাণিজ্যিক প্লট ৩ কাঠা বিক্রয় হবে। মূল্য আলোচনা সাপেক্ষে। যোগাযোগ : ০১৬৯০০০০০০০: [52, 587, 268, 660]
classified-ref: সি : ১৪৪৯/২২: [195, 464, 268, 478]
paragraph: আহতদের স্থানীয় হাসপাতালে ভর্তি করা হয়েছে। তাদের মধ্যে একজনের অবস্থা আশঙ্কাজনক বলে জানিয়েছেন চিকিৎসকরা।: [1262, 2258, 1467, 2336]
column-6: [1262, 130, 1467, 2441]
article-body: [293, 923, 496, 1300]
paragraph: (শেষের পৃষ্ঠার পর) বইমেলার উদ্বোধন করেন প্রধানমন্ত্রী। তিনি বলেন, বই মানুষের জ্ঞানের পরিধি বাড়ায়। আমাদের নতুন প্রজন্মকে বই পড়ায় আগ্রহী করে তুলতে হবে।: [1020, 1669, 1244, 1769]
masthead-rule: [45, 113, 1467, 117]
article-body: [1262, 1538, 1467, 1915]
logo-tagline: [1201, 16, 1467, 34]
classified-item: [52, 1743, 268, 1821]
paragraph: আইন বিশেষজ্ঞরা বলেন, দুই দেশের মধ্যে বন্দিবিনিময় চুক্তি না থাকায় প্রক্রিয়াটি জটিল। তবে কূটনৈতিক আলোচনার মাধ্যমে সমাধান সম্ভব।: [1262, 902, 1467, 980]
paragraph: শিক্ষাবিদরা বলেন, ভর্তি প্রক্রিয়ায় স্বচ্ছতা নিশ্চিত করতে হবে। প্রতিটি শিক্ষার্থী যেন যোগ্যতা অনুযায়ী সুযোগ পায় সেদিকে নজর রাখতে হবে।: [769, 1570, 1002, 1648]
paragraph: (শেষের পৃষ্ঠার পর) আইনজীবী, সাংবাদিক ও সুশীল সমাজের প্রতিনিধিরা রয়েছেন। বিভিন্ন রাজনৈতিক দল ও পেশাজীবী সংগঠনের পক্ষ থেকে নাম প্রস্তাব করা হয়েছে।: [515, 1352, 751, 1452]
paragraph: একুশ আমাদের শিখিয়েছে মাথা নত না করতে। এই চেতনা থেকেই পরবর্তীতে স্বাধিকার আন্দোলন এবং মুক্তিযুদ্ধের পথ রচিত হয়। আজ একুশে ফেব্রুয়ারি আন্তর্জাতিক মাতৃভাষা দিবস হিসেবে বিশ্বজুড়ে পালিত হয়।: [515, 1986, 751, 2106]
article-body: [515, 968, 751, 1303]
headline-higher-education: উচ্চশিক্ষার মানোন্নয়ন: [548, 472, 717, 495]
divider: [515, 462, 751, 463]
misc-ad-box: [293, 2103, 496, 2255]
classified-text: মাত্র ১৫ লক্ষ টাকায় রেডি ফ্ল্যাট বিক্রয়। ঢাকা, মিরপুর। যোগাযোগ : ০১৭১৩০০০০০০: [52, 787, 268, 841]
